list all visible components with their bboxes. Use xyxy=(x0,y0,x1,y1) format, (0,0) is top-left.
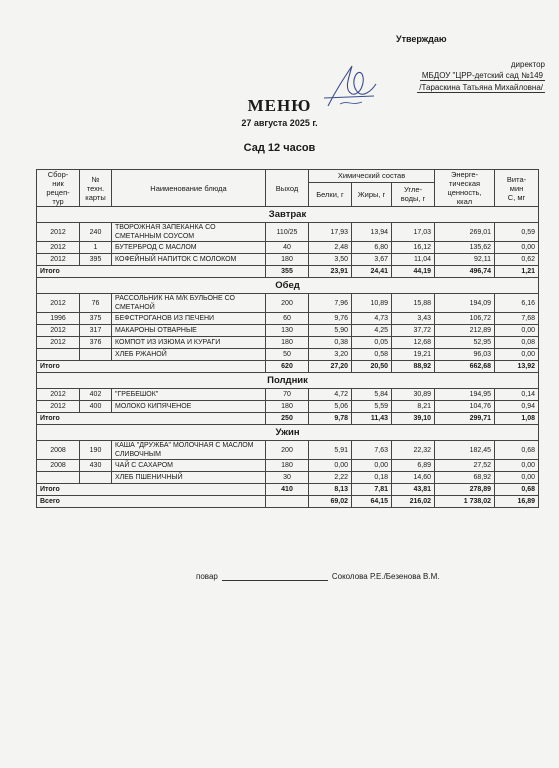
column-header-yield: Выход xyxy=(266,170,309,207)
table-cell: 2012 xyxy=(37,223,80,242)
total-cell: 1,21 xyxy=(495,266,539,278)
table-cell: 2,48 xyxy=(309,242,352,254)
grand-total-cell: 69,02 xyxy=(309,496,352,508)
table-cell: МАКАРОНЫ ОТВАРНЫЕ xyxy=(112,325,266,337)
table-cell: 5,91 xyxy=(309,441,352,460)
total-cell: 11,43 xyxy=(352,413,392,425)
total-cell: 39,10 xyxy=(392,413,435,425)
table-cell: 4,73 xyxy=(352,313,392,325)
table-cell: 5,84 xyxy=(352,389,392,401)
table-cell: 376 xyxy=(80,337,112,349)
table-row xyxy=(37,337,539,349)
table-row xyxy=(37,313,539,325)
table-row xyxy=(37,349,539,361)
table-row xyxy=(37,389,539,401)
table-cell: 68,92 xyxy=(435,472,495,484)
total-cell: 662,68 xyxy=(435,361,495,373)
section-title: Обед xyxy=(37,278,539,294)
grand-total-cell: 16,89 xyxy=(495,496,539,508)
section-total-row xyxy=(37,266,539,278)
table-cell: 2012 xyxy=(37,337,80,349)
table-cell: 194,09 xyxy=(435,294,495,313)
total-cell: 23,91 xyxy=(309,266,352,278)
table-cell: 27,52 xyxy=(435,460,495,472)
table-cell xyxy=(37,472,80,484)
table-cell: 60 xyxy=(266,313,309,325)
total-cell: 410 xyxy=(266,484,309,496)
table-cell: 37,72 xyxy=(392,325,435,337)
document-title: МЕНЮ xyxy=(247,96,312,115)
table-cell: 104,76 xyxy=(435,401,495,413)
table-cell: 317 xyxy=(80,325,112,337)
table-cell: КОМПОТ ИЗ ИЗЮМА И КУРАГИ xyxy=(112,337,266,349)
table-cell: 6,80 xyxy=(352,242,392,254)
director-block xyxy=(417,60,545,95)
table-cell: 0,00 xyxy=(495,460,539,472)
table-cell: 190 xyxy=(80,441,112,460)
total-cell: 1,08 xyxy=(495,413,539,425)
table-cell: 30 xyxy=(266,472,309,484)
table-cell: 180 xyxy=(266,460,309,472)
table-cell: 6,89 xyxy=(392,460,435,472)
table-cell: 15,88 xyxy=(392,294,435,313)
signature-blank xyxy=(222,572,328,581)
table-cell: 0,00 xyxy=(309,460,352,472)
table-cell: 0,00 xyxy=(352,460,392,472)
column-header-carbs: Угле- воды, г xyxy=(392,182,435,206)
table-cell: 3,50 xyxy=(309,254,352,266)
table-cell: КОФЕЙНЫЙ НАПИТОК С МОЛОКОМ xyxy=(112,254,266,266)
table-cell: 200 xyxy=(266,441,309,460)
table-cell: 430 xyxy=(80,460,112,472)
total-cell: 24,41 xyxy=(352,266,392,278)
table-cell: 10,89 xyxy=(352,294,392,313)
table-cell: 0,38 xyxy=(309,337,352,349)
table-cell: 375 xyxy=(80,313,112,325)
table-cell: 180 xyxy=(266,401,309,413)
grand-total-cell: 1 738,02 xyxy=(435,496,495,508)
column-header-fat: Жиры, г xyxy=(352,182,392,206)
table-cell: ХЛЕБ ПШЕНИЧНЫЙ xyxy=(112,472,266,484)
table-cell: МОЛОКО КИПЯЧЕНОЕ xyxy=(112,401,266,413)
table-cell: 14,60 xyxy=(392,472,435,484)
table-cell: 96,03 xyxy=(435,349,495,361)
table-row xyxy=(37,460,539,472)
section-total-row xyxy=(37,361,539,373)
table-cell: 2008 xyxy=(37,441,80,460)
table-cell: 9,76 xyxy=(309,313,352,325)
table-row xyxy=(37,472,539,484)
column-header-chem: Химический состав xyxy=(309,170,435,183)
table-row xyxy=(37,325,539,337)
table-cell: 0,00 xyxy=(495,472,539,484)
grand-total-row xyxy=(37,496,539,508)
grand-total-cell: 216,02 xyxy=(392,496,435,508)
total-label: Итого xyxy=(37,361,266,373)
total-cell: 27,20 xyxy=(309,361,352,373)
table-cell: 50 xyxy=(266,349,309,361)
table-cell: 0,62 xyxy=(495,254,539,266)
table-cell: 2012 xyxy=(37,254,80,266)
table-cell: 70 xyxy=(266,389,309,401)
total-cell: 355 xyxy=(266,266,309,278)
table-cell xyxy=(80,349,112,361)
total-cell: 88,92 xyxy=(392,361,435,373)
table-cell: 0,08 xyxy=(495,337,539,349)
table-cell: 400 xyxy=(80,401,112,413)
table-cell: РАССОЛЬНИК НА М/К БУЛЬОНЕ СО СМЕТАНОЙ xyxy=(112,294,266,313)
table-cell: 0,00 xyxy=(495,349,539,361)
table-cell: 0,68 xyxy=(495,441,539,460)
column-header-collection: Сбор- ник рецеп- тур xyxy=(37,170,80,207)
table-cell xyxy=(80,472,112,484)
table-cell: 12,68 xyxy=(392,337,435,349)
section-row xyxy=(37,207,539,223)
cook-label: повар xyxy=(196,572,218,581)
table-cell: 19,21 xyxy=(392,349,435,361)
total-cell: 250 xyxy=(266,413,309,425)
table-cell: 22,32 xyxy=(392,441,435,460)
table-cell: 212,89 xyxy=(435,325,495,337)
table-cell: 40 xyxy=(266,242,309,254)
grand-total-label: Всего xyxy=(37,496,266,508)
column-header-energy: Энерге- тическая ценность, ккал xyxy=(435,170,495,207)
table-cell: 2012 xyxy=(37,389,80,401)
grand-total-cell xyxy=(266,496,309,508)
table-cell: 0,14 xyxy=(495,389,539,401)
total-label: Итого xyxy=(37,484,266,496)
grand-total-cell: 64,15 xyxy=(352,496,392,508)
table-cell: 1 xyxy=(80,242,112,254)
total-cell: 620 xyxy=(266,361,309,373)
total-cell: 13,92 xyxy=(495,361,539,373)
total-cell: 299,71 xyxy=(435,413,495,425)
section-row xyxy=(37,425,539,441)
table-cell: БУТЕРБРОД С МАСЛОМ xyxy=(112,242,266,254)
table-cell: 110/25 xyxy=(266,223,309,242)
table-cell: 2012 xyxy=(37,294,80,313)
table-cell: 2,22 xyxy=(309,472,352,484)
table-cell: 5,06 xyxy=(309,401,352,413)
table-cell: 17,03 xyxy=(392,223,435,242)
table-cell: 7,63 xyxy=(352,441,392,460)
menu-date: 27 августа 2025 г. xyxy=(241,118,318,128)
section-row xyxy=(37,373,539,389)
table-row xyxy=(37,223,539,242)
table-cell: 1996 xyxy=(37,313,80,325)
table-cell: 11,04 xyxy=(392,254,435,266)
table-cell: 0,00 xyxy=(495,242,539,254)
table-cell: 269,01 xyxy=(435,223,495,242)
table-row xyxy=(37,294,539,313)
table-cell: 402 xyxy=(80,389,112,401)
table-cell: 52,95 xyxy=(435,337,495,349)
table-cell: 0,58 xyxy=(352,349,392,361)
table-cell: 0,94 xyxy=(495,401,539,413)
section-total-row xyxy=(37,484,539,496)
total-cell: 278,89 xyxy=(435,484,495,496)
table-row xyxy=(37,254,539,266)
table-cell: 92,11 xyxy=(435,254,495,266)
table-cell: 3,43 xyxy=(392,313,435,325)
table-cell: 6,16 xyxy=(495,294,539,313)
menu-table xyxy=(36,169,539,508)
section-row xyxy=(37,278,539,294)
table-cell: 4,25 xyxy=(352,325,392,337)
director-position: директор xyxy=(510,60,545,69)
table-cell: 76 xyxy=(80,294,112,313)
header-row xyxy=(37,170,539,183)
table-row xyxy=(37,441,539,460)
table-cell: 7,96 xyxy=(309,294,352,313)
table-cell: 3,67 xyxy=(352,254,392,266)
table-cell: 8,21 xyxy=(392,401,435,413)
section-title: Ужин xyxy=(37,425,539,441)
table-cell: 3,20 xyxy=(309,349,352,361)
table-cell: ЧАЙ С САХАРОМ xyxy=(112,460,266,472)
table-cell: 240 xyxy=(80,223,112,242)
table-cell: 7,68 xyxy=(495,313,539,325)
table-cell: 106,72 xyxy=(435,313,495,325)
table-cell: ХЛЕБ РЖАНОЙ xyxy=(112,349,266,361)
total-cell: 44,19 xyxy=(392,266,435,278)
table-cell xyxy=(37,349,80,361)
table-cell: 2012 xyxy=(37,325,80,337)
approval-label: Утверждаю xyxy=(396,34,447,44)
table-cell: 0,18 xyxy=(352,472,392,484)
table-cell: 180 xyxy=(266,337,309,349)
table-cell: 13,94 xyxy=(352,223,392,242)
total-cell: 8,13 xyxy=(309,484,352,496)
cook-names: Соколова Р.Е./Безенова В.М. xyxy=(331,572,440,581)
total-cell: 7,81 xyxy=(352,484,392,496)
section-title: Завтрак xyxy=(37,207,539,223)
column-header-protein: Белки, г xyxy=(309,182,352,206)
table-cell: 5,59 xyxy=(352,401,392,413)
table-cell: 395 xyxy=(80,254,112,266)
total-cell: 43,81 xyxy=(392,484,435,496)
organization-name: МБДОУ "ЦРР-детский сад №149 xyxy=(421,71,543,80)
table-cell: 5,90 xyxy=(309,325,352,337)
table-cell: 135,62 xyxy=(435,242,495,254)
total-label: Итого xyxy=(37,266,266,278)
table-cell: "ГРЕБЕШОК" xyxy=(112,389,266,401)
table-cell: КАША "ДРУЖБА" МОЛОЧНАЯ С МАСЛОМ СЛИВОЧНЫМ xyxy=(112,441,266,460)
table-row xyxy=(37,401,539,413)
table-cell: 182,45 xyxy=(435,441,495,460)
table-cell: 0,00 xyxy=(495,325,539,337)
table-cell: ТВОРОЖНАЯ ЗАПЕКАНКА СО СМЕТАННЫМ СОУСОМ xyxy=(112,223,266,242)
table-row xyxy=(37,242,539,254)
table-cell: 0,59 xyxy=(495,223,539,242)
column-header-card: № техн. карты xyxy=(80,170,112,207)
group-title: Сад 12 часов xyxy=(243,142,316,154)
total-cell: 20,50 xyxy=(352,361,392,373)
table-cell: 2012 xyxy=(37,401,80,413)
total-label: Итого xyxy=(37,413,266,425)
table-cell: 200 xyxy=(266,294,309,313)
table-cell: 4,72 xyxy=(309,389,352,401)
total-cell: 496,74 xyxy=(435,266,495,278)
table-cell: 30,89 xyxy=(392,389,435,401)
table-cell: 194,95 xyxy=(435,389,495,401)
table-cell: 16,12 xyxy=(392,242,435,254)
table-cell: 17,93 xyxy=(309,223,352,242)
total-cell: 9,78 xyxy=(309,413,352,425)
table-cell: 130 xyxy=(266,325,309,337)
section-total-row xyxy=(37,413,539,425)
director-name: /Тараскина Татьяна Михайловна/ xyxy=(419,83,543,92)
column-header-dish: Наименование блюда xyxy=(112,170,266,207)
table-cell: 2008 xyxy=(37,460,80,472)
total-cell: 0,68 xyxy=(495,484,539,496)
cook-signature-line xyxy=(196,572,440,581)
column-header-vitc: Вита- мин С, мг xyxy=(495,170,539,207)
table-cell: 0,05 xyxy=(352,337,392,349)
table-cell: БЕФСТРОГАНОВ ИЗ ПЕЧЕНИ xyxy=(112,313,266,325)
table-cell: 180 xyxy=(266,254,309,266)
table-cell: 2012 xyxy=(37,242,80,254)
section-title: Полдник xyxy=(37,373,539,389)
